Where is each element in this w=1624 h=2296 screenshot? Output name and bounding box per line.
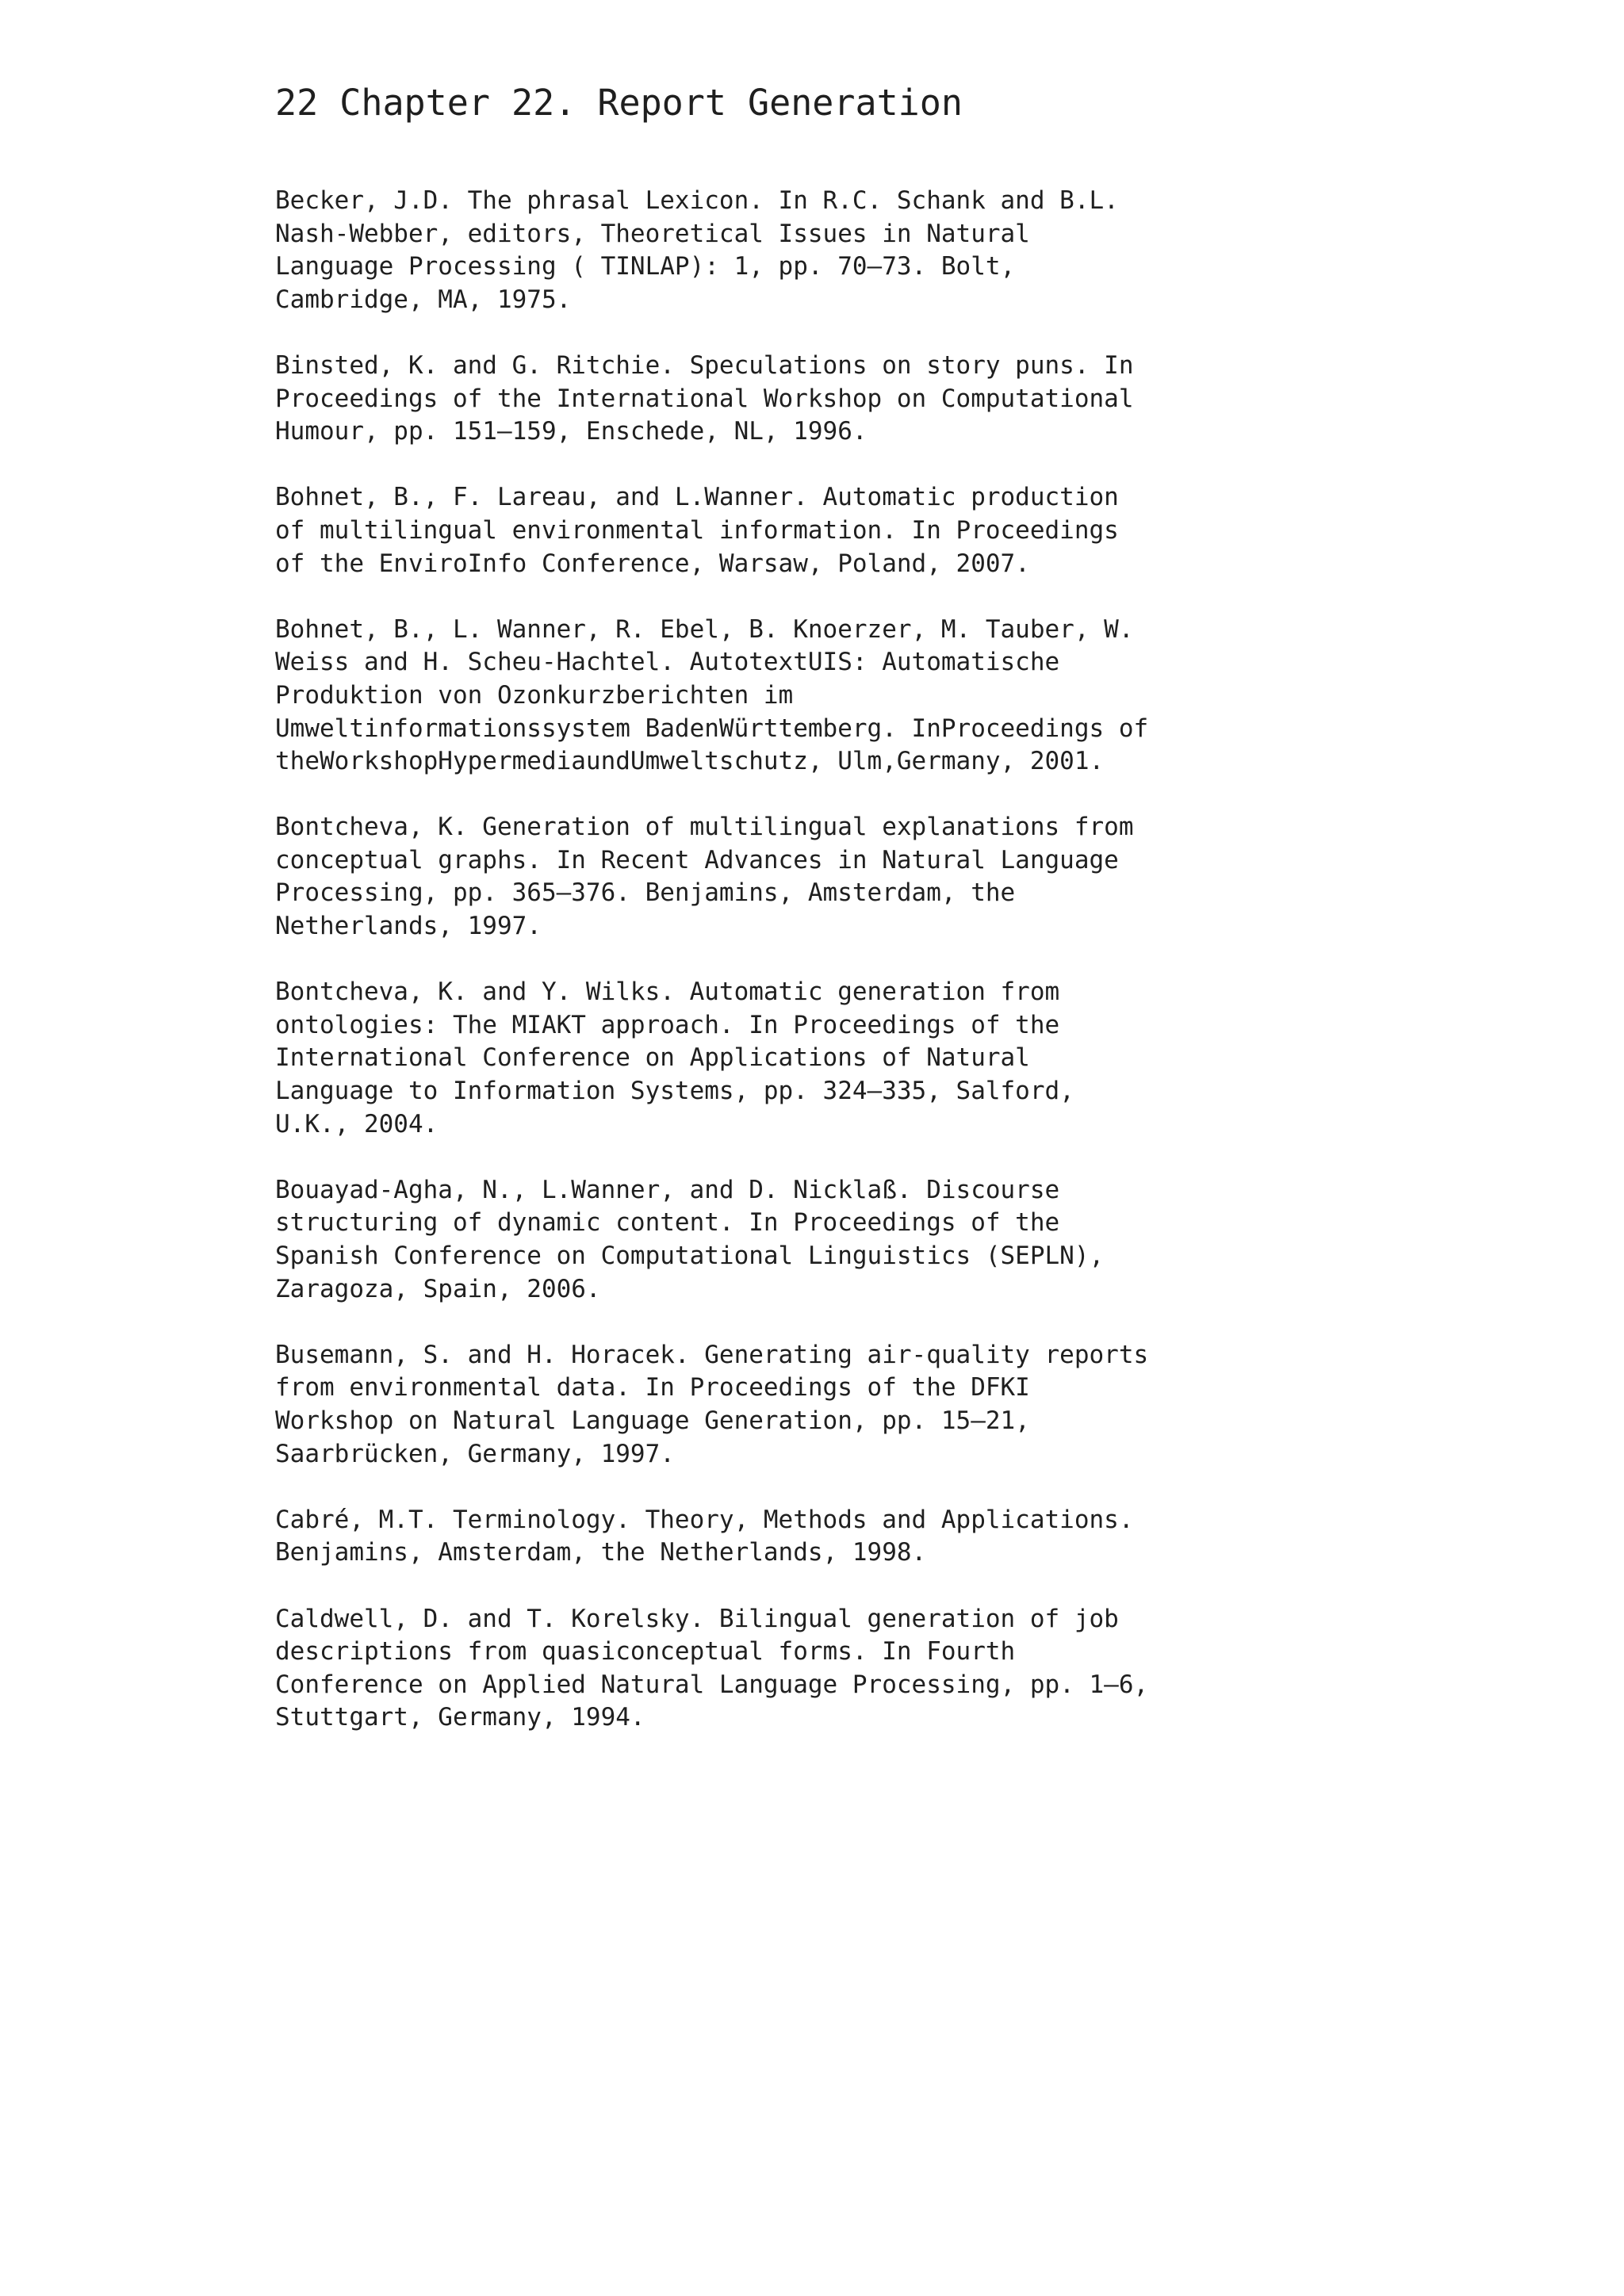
reference-line: Bohnet, B., L. Wanner, R. Ebel, B. Knoerzer, M. Tauber, W. [275,614,1134,644]
reference-line: U.K., 2004. [275,1109,439,1138]
reference-line: descriptions from quasiconceptual forms. In Fourth [275,1637,1016,1667]
reference-entry [275,1504,1401,1570]
reference-line: Becker, J.D. The phrasal Lexicon. In R.C. Schank and B.L. [275,186,1119,215]
chapter-title: Chapter 22. Report Generation [339,82,963,124]
reference-line: Cambridge, MA, 1975. [275,285,572,314]
reference-line: Processing, pp. 365–376. Benjamins, Amsterdam, the [275,878,1016,908]
reference-line: Produktion von Ozonkurzberichten im [275,680,794,710]
reference-list [275,185,1401,1735]
reference-line: Busemann, S. and H. Horacek. Generating air-quality reports [275,1340,1149,1369]
reference-entry [275,1174,1401,1306]
reference-line: Nash-Webber, editors, Theoretical Issues in Natural [275,219,1030,248]
reference-line: of the EnviroInfo Conference, Warsaw, Poland, 2007. [275,549,1030,578]
reference-line: Workshop on Natural Language Generation, pp. 15–21, [275,1406,1030,1435]
reference-entry [275,811,1401,943]
reference-line: Proceedings of the International Workshop on Computational [275,384,1134,413]
reference-entry [275,1603,1401,1735]
reference-line: Benjamins, Amsterdam, the Netherlands, 1998. [275,1538,927,1567]
reference-line: Language Processing ( TINLAP): 1, pp. 70–73. Bolt, [275,252,1016,281]
reference-line: Umweltinformationssystem BadenWürttemberg. InProceedings of [275,714,1149,743]
reference-line: from environmental data. In Proceedings of the DFKI [275,1373,1030,1402]
reference-line: Netherlands, 1997. [275,912,542,941]
reference-line: Language to Information Systems, pp. 324–335, Salford, [275,1077,1074,1106]
reference-line: structuring of dynamic content. In Proceedings of the [275,1208,1060,1238]
reference-line: Binsted, K. and G. Ritchie. Speculations on story puns. In [275,350,1134,380]
reference-line: Spanish Conference on Computational Linguistics (SEPLN), [275,1242,1105,1270]
page-header [275,79,1401,127]
reference-entry [275,976,1401,1141]
reference-line: Zaragoza, Spain, 2006. [275,1274,601,1303]
reference-line: Caldwell, D. and T. Korelsky. Bilingual generation of job [275,1604,1119,1633]
reference-line: conceptual graphs. In Recent Advances in Natural Language [275,845,1119,874]
reference-line: Stuttgart, Germany, 1994. [275,1703,645,1732]
reference-entry [275,481,1401,580]
reference-line: ontologies: The MIAKT approach. In Proceedings of the [275,1010,1060,1039]
reference-line: Cabré, M.T. Terminology. Theory, Methods and Applications. [275,1505,1134,1534]
reference-line: Bouayad-Agha, N., L.Wanner, and D. Nicklaß. Discourse [275,1175,1060,1204]
reference-entry [275,1339,1401,1471]
reference-line: Bohnet, B., F. Lareau, and L.Wanner. Automatic production [275,483,1119,512]
reference-line: International Conference on Applications of Natural [275,1043,1030,1073]
reference-entry [275,350,1401,449]
page [275,79,1401,1768]
reference-line: Saarbrücken, Germany, 1997. [275,1439,675,1468]
reference-line: of multilingual environmental information. In Proceedings [275,515,1119,545]
reference-entry [275,614,1401,779]
reference-line: theWorkshopHypermediaundUmweltschutz, Ulm,Germany, 2001. [275,747,1105,776]
reference-entry [275,185,1401,316]
reference-line: Weiss and H. Scheu-Hachtel. AutotextUIS: Automatische [275,648,1060,677]
page-number: 22 [275,82,319,124]
reference-line: Conference on Applied Natural Language Processing, pp. 1–6, [275,1670,1149,1699]
reference-line: Bontcheva, K. Generation of multilingual explanations from [275,813,1134,842]
reference-line: Bontcheva, K. and Y. Wilks. Automatic generation from [275,978,1060,1007]
reference-line: Humour, pp. 151–159, Enschede, NL, 1996. [275,417,868,446]
